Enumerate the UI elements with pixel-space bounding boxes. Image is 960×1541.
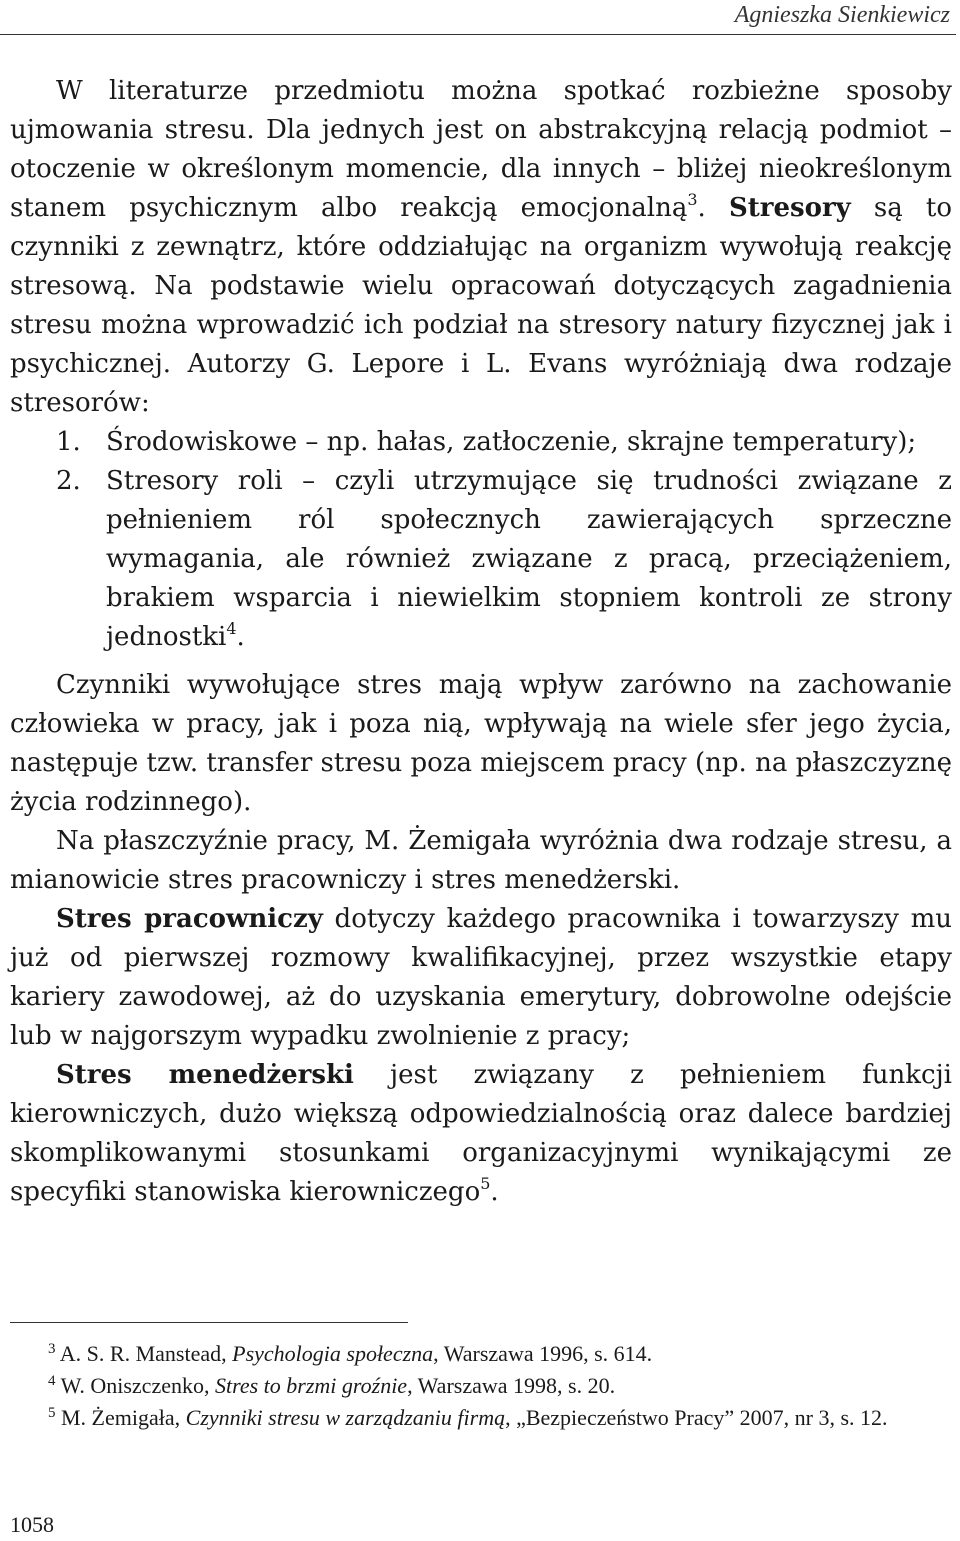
list-item-text: Stresory roli – czyli utrzymujące się trudności związane z pełnieniem ról społecznych zawierających sprzeczne wymagania, ale również związane z pracą, przeciążeniem, brakiem wsparcia i niewielkim stopniem kontroli ze strony jednostki — [106, 466, 952, 652]
list-item: 2. Stresory roli – czyli utrzymujące się trudności związane z pełnieniem ról społecznych zawierających sprzeczne wymagania, ale również związane z pracą, przeciążeniem, brakiem wsparcia i niewielkim stopniem kontroli ze strony jednostki$^4$. — [10, 462, 952, 657]
list-item-number: 1. — [56, 427, 81, 457]
term-stres-pracowniczy: Stres pracowniczy — [56, 904, 323, 934]
paragraph-3: Na płaszczyźnie pracy, M. Żemigała wyróżnia dwa rodzaje stresu, a mianowicie stres pracowniczy i stres menedżerski. — [10, 826, 952, 895]
term-stresory: Stresory — [728, 193, 851, 223]
paragraph-2: Czynniki wywołujące stres mają wpływ zarówno na zachowanie człowieka w pracy, jak i poza nią, wpływają na wiele sfer jego życia, następuje tzw. transfer stresu poza miejscem pracy (np. na płaszczyznę życia rodzinnego). — [10, 670, 952, 817]
footnotes — [10, 1338, 952, 1434]
footnote-separator — [10, 1322, 408, 1323]
footnote-ref-3[interactable]: 3 — [687, 190, 698, 209]
paragraph-5: Stres menedżerski jest związany z pełnieniem funkcji kierowniczych, dużo większą odpowiedzialnością oraz dalece bardziej skomplikowanymi stosunkami organizacyjnymi wynikającymi ze specyfiki stanowiska kierowniczego$^5$. — [10, 1060, 952, 1207]
paragraph-4-text: dotyczy każdego pracownika i towarzyszy mu już od pierwszej rozmowy kwalifikacyjnej, przez wszystkie etapy kariery zawodowej, aż do uzyskania emerytury, dobrowolne odejście lub w najgorszym wypadku zwolnienie z pracy; — [10, 904, 953, 1051]
term-stres-menedzerski: Stres menedżerski — [56, 1060, 354, 1090]
footnote-title: Psychologia społeczna — [232, 1341, 434, 1366]
footnote-author: W. Oniszczenko, — [55, 1373, 215, 1398]
list-item — [10, 423, 952, 462]
stressor-list — [10, 423, 952, 657]
running-header — [0, 0, 956, 35]
list-item-text: Środowiskowe – np. hałas, zatłoczenie, skrajne temperatury); — [106, 427, 917, 457]
paragraph-4 — [10, 900, 952, 1056]
footnote-number: 5 — [48, 1405, 56, 1421]
paragraph-1-continuation: są to czynniki z zewnątrz, które oddziałując na organizm wywołują reakcję stresową. Na podstawie wielu opracowań dotyczących zagadnienia stresu można wprowadzić ich podział na stresory natury fizycznej jak i psychicznej. Autorzy G. Lepore i L. Evans wyróżniają dwa rodzaje stresorów: — [10, 193, 952, 418]
footnote-title: Czynniki stresu w zarządzaniu firmą — [185, 1405, 506, 1430]
footnote-number: 4 — [48, 1373, 56, 1389]
footnote-title: Stres to brzmi groźnie — [214, 1373, 408, 1398]
footnote — [10, 1370, 952, 1402]
list-item-number: 2. — [56, 466, 81, 496]
footnote-ref-4[interactable]: 4 — [226, 619, 237, 638]
footnote — [10, 1402, 952, 1434]
paragraph-1-text: W literaturze przedmiotu można spotkać rozbieżne sposoby ujmowania stresu. Dla jednych jest on abstrakcyjną relacją podmiot – otoczenie w określonym momencie, dla innych – bliżej nieokreślonym stanem psychicznym albo reakcją emocjonalną — [10, 76, 952, 223]
footnote — [10, 1338, 952, 1370]
footnote-details: , „Bezpieczeństwo Pracy” 2007, nr 3, s. 12. — [505, 1405, 888, 1430]
footnote-details: , Warszawa 1996, s. 614. — [433, 1341, 653, 1366]
footnote-details: , Warszawa 1998, s. 20. — [407, 1373, 616, 1398]
header-author: Agnieszka Sienkiewicz — [734, 2, 950, 28]
main-text — [10, 72, 952, 1212]
footnote-author: A. S. R. Manstead, — [55, 1341, 233, 1366]
paragraph-5-text: jest związany z pełnieniem funkcji kierowniczych, dużo większą odpowiedzialnością oraz dalece bardziej skomplikowanymi stosunkami organizacyjnymi wynikającymi ze specyfiki stanowiska kierowniczego — [10, 1060, 952, 1207]
paragraph-1: W literaturze przedmiotu można spotkać rozbieżne sposoby ujmowania stresu. Dla jednych jest on abstrakcyjną relacją podmiot – otoczenie w określonym momencie, dla innych – bliżej nieokreślonym stanem psychicznym albo reakcją emocjonalną$^3$. Stresory są to czynniki z zewnątrz, które oddziałując na organizm wywołują reakcję stresową. Na podstawie wielu opracowań dotyczących zagadnienia stresu można wprowadzić ich podział na stresory natury fizycznej jak i psychicznej. Autorzy G. Lepore i L. Evans wyróżniają dwa rodzaje stresorów: — [10, 76, 952, 418]
footnote-author: M. Żemigała, — [55, 1405, 186, 1430]
footnote-ref-5[interactable]: 5 — [480, 1174, 491, 1193]
page-number: 1058 — [10, 1512, 54, 1537]
footnote-number: 3 — [48, 1341, 56, 1357]
